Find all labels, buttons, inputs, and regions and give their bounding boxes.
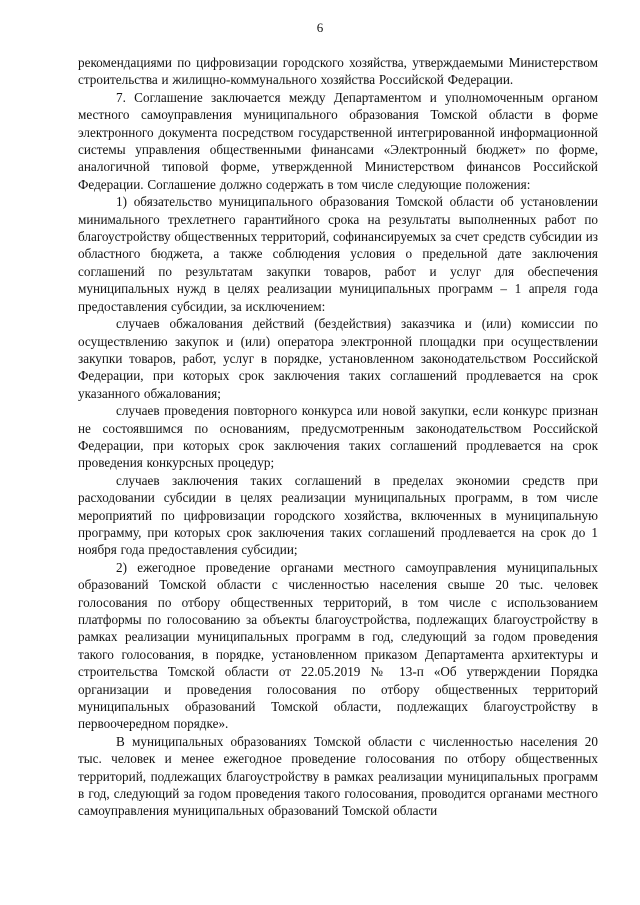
paragraph-7: 2) ежегодное проведение органами местного самоуправления муниципальных образований Томской области с численностью населения свыше 20 тыс. человек голосования по отбору общественных территорий, в том числе с использованием платформы по голосованию за объекты благоустройства, подлежащих благоустройству в рамках реализации муниципальных программ в год, следующий за годом проведения такого голосования, в порядке, установленном приказом Департамента архитектуры и строительства Томской области от 22.05.2019 № 13-п «Об утверждении Порядка организации и проведения голосования по отбору общественных территорий муниципальных образований Томской области, подлежащих благоустройству в первоочередном порядке».: [78, 559, 598, 732]
paragraph-8: В муниципальных образованиях Томской области с численностью населения 20 тыс. человек и менее ежегодное проведение голосования по отбору общественных территорий, подлежащих благоустройству в рамках реализации муниципальных программ в год, следующий за годом проведения такого голосования, проводится органами местного самоуправления муниципальных образований Томской области: [78, 733, 598, 819]
paragraph-6: случаев заключения таких соглашений в пределах экономии средств при расходовании субсидии в целях реализации муниципальных программ, в том числе мероприятий по цифровизации городского хозяйства, включенных в муниципальную программу, при которых срок заключения таких соглашений продлевается на срок до 1 ноября года предоставления субсидии;: [78, 472, 598, 558]
paragraph-4: случаев обжалования действий (бездействия) заказчика и (или) комиссии по осуществлению закупок и (или) оператора электронной площадки при осуществлении закупки товаров, работ, услуг в порядке, установленном законодательством Российской Федерации, при которых срок заключения таких соглашений продлевается на срок указанного обжалования;: [78, 316, 598, 401]
paragraph-5: случаев проведения повторного конкурса или новой закупки, если конкурс признан не состоявшимся по основаниям, предусмотренным законодательством Российской Федерации, при которых срок заключения таких соглашений продлевается на срок проведения конкурсных процедур;: [78, 403, 598, 471]
page-number: 6: [316, 20, 324, 35]
paragraph-1: рекомендациями по цифровизации городского хозяйства, утверждаемыми Министерством строительства и жилищно-коммунального хозяйства Российской Федерации.: [78, 55, 598, 88]
document-body: [78, 54, 598, 820]
paragraph-3: 1) обязательство муниципального образования Томской области об установлении минимального трехлетнего гарантийного срока на результаты выполненных работ по благоустройству общественных территорий, софинансируемых за счет средств субсидии из областного бюджета, а также соблюдения условия о предельной дате заключения соглашений по результатам закупки товаров, работ и услуг для обеспечения муниципальных нужд в целях реализации муниципальных программ – 1 апреля года предоставления субсидии, за исключением:: [78, 194, 598, 314]
paragraph-2: 7. Соглашение заключается между Департаментом и уполномоченным органом местного самоуправления муниципального образования Томской области в форме электронного документа посредством государственной интегрированной информационной системы управления общественными финансами «Электронный бюджет» по форме, аналогичной типовой форме, утвержденной Министерством финансов Российской Федерации. Соглашение должно содержать в том числе следующие положения:: [78, 89, 598, 192]
